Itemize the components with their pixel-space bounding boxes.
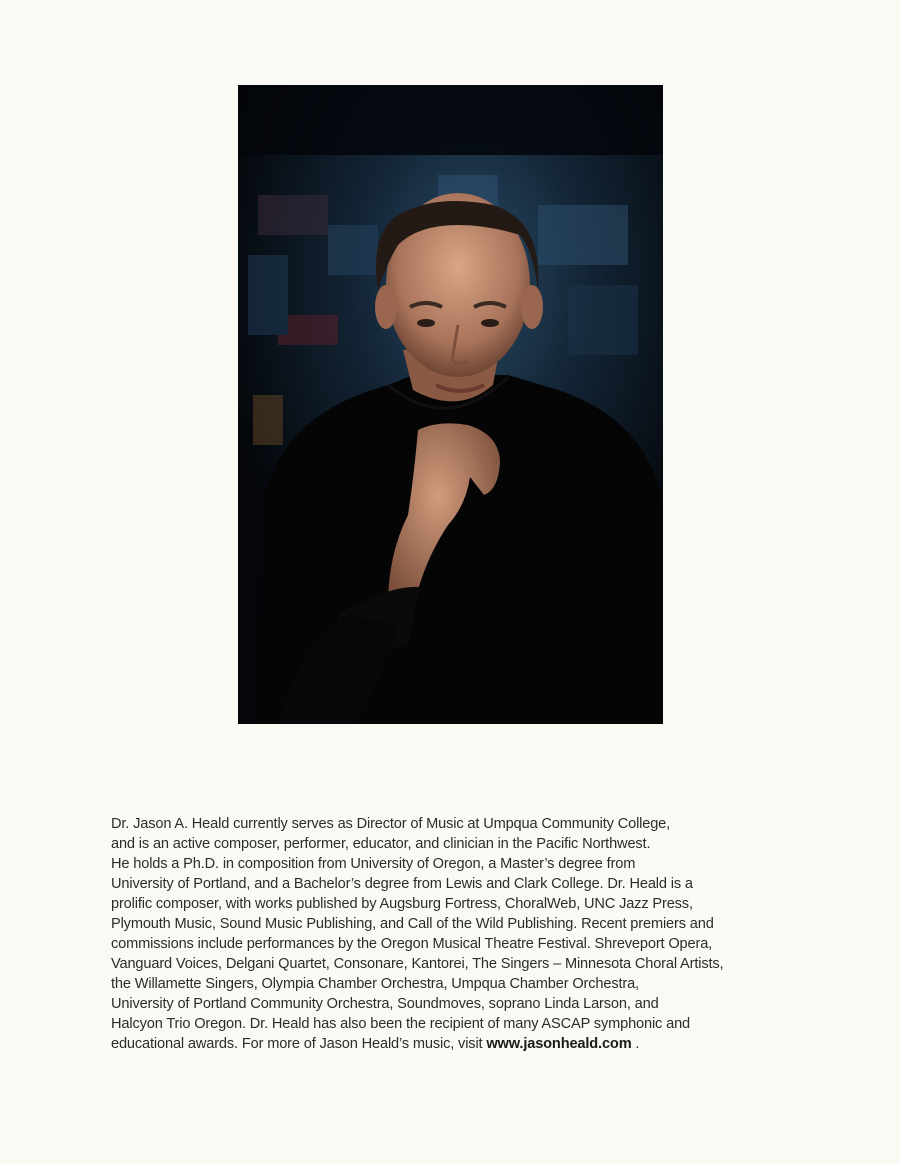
bio-last-line-suffix: . (631, 1036, 640, 1052)
bio-line: Dr. Jason A. Heald currently serves as Director of Music at Umpqua Community College, (111, 816, 671, 832)
bio-line: Vanguard Voices, Delgani Quartet, Consonare, Kantorei, The Singers – Minnesota Choral Artists, (111, 956, 724, 972)
bio-line: Plymouth Music, Sound Music Publishing, and Call of the Wild Publishing. Recent premiers and (111, 916, 714, 932)
bio-line: University of Portland Community Orchestra, Soundmoves, soprano Linda Larson, and (111, 996, 659, 1012)
bio-line: commissions include performances by the Oregon Musical Theatre Festival. Shreveport Opera, (111, 936, 713, 952)
bio-last-line (111, 1034, 821, 1054)
biography-text (111, 814, 821, 1054)
portrait-photo (238, 85, 663, 724)
bio-last-line-text: educational awards. For more of Jason Heald’s music, visit (111, 1036, 487, 1052)
portrait-image (238, 85, 663, 724)
bio-line: prolific composer, with works published by Augsburg Fortress, ChoralWeb, UNC Jazz Press, (111, 896, 693, 912)
bio-line: Halcyon Trio Oregon. Dr. Heald has also been the recipient of many ASCAP symphonic and (111, 1016, 691, 1032)
bio-line: He holds a Ph.D. in composition from University of Oregon, a Master’s degree from (111, 856, 636, 872)
bio-line: University of Portland, and a Bachelor’s degree from Lewis and Clark College. Dr. Heald is a (111, 876, 693, 892)
bio-line: and is an active composer, performer, educator, and clinician in the Pacific Northwest. (111, 836, 651, 852)
bio-line: the Willamette Singers, Olympia Chamber Orchestra, Umpqua Chamber Orchestra, (111, 976, 639, 992)
website-link[interactable]: www.jasonheald.com (486, 1036, 632, 1052)
